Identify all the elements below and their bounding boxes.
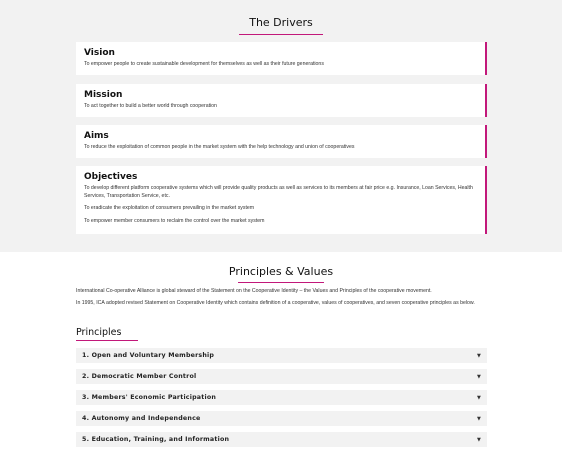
accordion-label: 1. Open and Voluntary Membership xyxy=(82,352,215,359)
card-text: To act together to build a better world through cooperation xyxy=(84,103,217,109)
caret-down-icon[interactable]: ▼ xyxy=(476,373,481,380)
caret-down-icon[interactable]: ▼ xyxy=(476,352,481,359)
title-underline xyxy=(238,282,324,283)
card-heading: Objectives xyxy=(84,172,138,182)
principles-values-title: Principles & Values xyxy=(228,265,334,278)
intro-paragraph: International Co-operative Alliance is global steward of the Statement on the Cooperative Identity – the Values and Principles of the cooperative movement. xyxy=(76,288,432,294)
card-heading: Aims xyxy=(84,131,109,141)
accordion-label: 5. Education, Training, and Information xyxy=(82,436,230,443)
principles-underline xyxy=(76,340,138,341)
principle-accordion-item[interactable] xyxy=(76,369,487,384)
card-text: To reduce the exploitation of common people in the market system with the help technology and union of cooperatives xyxy=(84,144,355,150)
card-aims xyxy=(76,125,487,158)
card-text: To eradicate the exploitation of consumers prevailing in the market system xyxy=(84,205,255,211)
card-heading: Mission xyxy=(84,90,123,100)
drivers-title xyxy=(0,0,562,35)
principle-accordion-item[interactable] xyxy=(76,411,487,426)
caret-down-icon[interactable]: ▼ xyxy=(476,394,481,401)
principle-accordion-item[interactable] xyxy=(76,390,487,405)
card-text: To empower people to create sustainable development for themselves as well as their future generations xyxy=(84,61,324,67)
title-underline xyxy=(239,34,323,35)
accordion-label: 4. Autonomy and Independence xyxy=(82,415,201,422)
card-heading: Vision xyxy=(84,48,115,58)
intro-paragraph: In 1995, ICA adopted revised Statement on Cooperative Identity which contains definition of a cooperative, values of cooperatives, and seven cooperative principles as below. xyxy=(76,300,475,306)
principles-values-section xyxy=(0,252,562,450)
card-vision xyxy=(76,42,487,75)
caret-down-icon[interactable]: ▼ xyxy=(476,415,481,422)
card-text: To develop different platform cooperative systems which will provide quality products as well as services to its members at fair price e.g. Insurance, Loan Services, Health Services, Transportation Service, etc. xyxy=(84,185,473,199)
caret-down-icon[interactable]: ▼ xyxy=(476,436,481,443)
principle-accordion-item[interactable] xyxy=(76,348,487,363)
card-text: To empower member consumers to reclaim the control over the market system xyxy=(84,217,265,224)
card-objectives xyxy=(76,166,487,234)
drivers-title-text: The Drivers xyxy=(249,16,313,29)
accordion-label: 3. Members' Economic Participation xyxy=(82,394,217,401)
card-mission xyxy=(76,84,487,117)
principles-heading: Principles xyxy=(76,327,122,338)
principle-accordion-item[interactable] xyxy=(76,432,487,447)
accordion-label: 2. Democratic Member Control xyxy=(82,373,197,380)
